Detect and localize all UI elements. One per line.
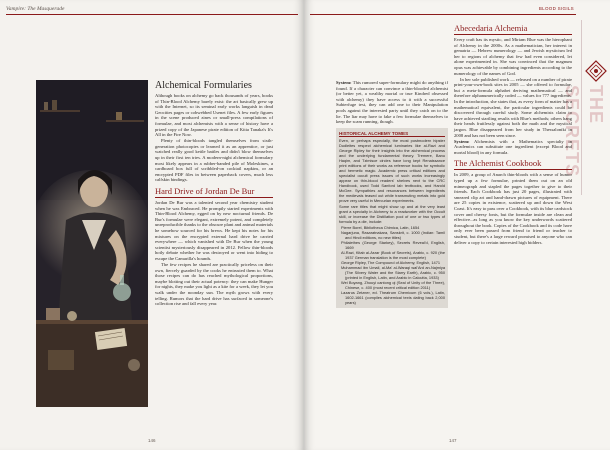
bibliography-item: Pierre Borel, Bibliotheca Chimica, Latin, 1654: [341, 224, 420, 230]
sigil-icon: [585, 60, 607, 82]
vertical-chapter-title: THE SECRETS: [562, 85, 606, 178]
system-label: System:: [454, 138, 470, 144]
running-head-right: BLOOD SIGILS: [538, 6, 574, 11]
sidebar-intro: Even, or perhaps especially, the most postmodern hipster Dudleites respect alchemical luminaries like al-Razi and George Ripley for their insights into the alchemical process and the underlying fundamental theory. Tremere, Banu Haqim, and Tzimisce circles have long kept Renaissance print editions of their works as reference books for symbolic and hermetic magic. Academic press critical editions and specialist occult press issues of such works increasingly appear on thin-blood readers' shelves next to the CRC Handbook, used Todd Sanford lab textbooks, and Harold McGee. Sympathies and resonances between ingredients the medievals teased out while transmuting metals into gold prove very useful in Mercurian experiments.: [339, 137, 445, 203]
left-page: [0, 0, 304, 450]
system-paragraph: [454, 139, 572, 156]
header-rule: [310, 14, 576, 15]
sidebar-title: HISTORICAL ALCHEMY TOMES: [339, 131, 445, 137]
page-number-left: 146: [148, 438, 156, 443]
bibliography-item: George Ripley, The Compound of Alchemy, English, 1471: [341, 259, 441, 265]
illustration-svg: [36, 80, 148, 407]
right-page: [304, 0, 610, 450]
left-column-text: [155, 80, 273, 307]
paragraph: The few recipes he shared are practically priceless on their own, fiercely guarded by the cooks he entrusted them to. What those recipes can do has reached mythological proportions, maybe blotting out their actual potency: they can make Hunger for nights, they make you light as a kite for a week, they let you walk under the noonday sun. The myth grows with every telling. Rumors that the hard drive has surfaced in someone's collection rise and fall every year.: [155, 262, 273, 307]
right-column-2: [454, 20, 572, 246]
system-paragraph: [336, 80, 448, 125]
bibliography-item: Al-Razi, Kitab al-Asrar (Book of Secrets), Arabic, c. 920 (the 1937 German translation is the most complete): [341, 249, 445, 260]
paragraph: Plenty of thin-bloods tangled themselves from sixth-generation photocopies or learned it as an apprentice, or just watched really good kettle battles and didn't blow themselves up in their first ten tries. A modern-night alchemical formulary most likely appears in a rubber-banded pile of Moleskines, a cardboard box full of scribbled-on cocktail napkins, or an encrypted PDF files in between paperback covers, much less calfskin bindings.: [155, 138, 273, 183]
paragraph: In 2009, a group of Anarch thin-bloods with a sense of humor typed up a few formulae, printed them out on an old mimeograph and stapled the pages together to give to their friends. Each Cookbook has just 20 pages, illustrated with smeared clip art and hand-drawn pictures of equipment. There are 25 copies in existence, scattered up and down the West Coast. It's easy to pass over a Cookbook, with its blue cardstock cover and cheesy fonts, but the formulae inside are clean and effective...as long as you know the key underwords scattered throughout the book. Copies of the Cookbook and its code have only ever been passed from friend to friend or teacher to student, but there's a large reward promised to anyone who can deliver a copy to certain interested high bidders.: [454, 172, 572, 245]
bibliography-item: Muhammad ibn Umail, al-Ma' al-Waraqi wal'Ard an-Najmiya (The Silvery Water and the Starry Earth), Arabic, c. 950 (printed in English, Latin, and Arabic in Calcutta, 1933): [341, 264, 445, 280]
system-text: Alchemists with a Mathematics specialty in Academics can substitute one ingredient (except Blood and mortal blood) in any formula.: [454, 138, 572, 155]
paragraph: In her sole published work — released on a number of pirate print-your-own-book sites in 2005 — she offered to formulae, but a meta-formula alphabet deriving mathematical — and therefore alphanumerically coded — values for 777 ingredients. In the introduction, she states that, as every form of matter has a mathematical equivalent, the particular ingredients could be discovered through careful study. Some alchemists claim to have achieved startling results with Blue's methods; others hang their heads fruitlessly against both the math and the mystical jargon. Blue disappeared from her study in Thessaloniki in 2008 and has not been seen since.: [454, 76, 572, 138]
paragraph: Every craft has its mystic, and Miriam Blue was the hierophant of Alchemy in the 2000s. As a mathematician, her interest in gematria — Hebrew numerology — and Jewish mysticism led her to regions of alchemy that few had even considered, let alone experimented in. She was convinced that the magnum opus was achievable by combining ingredients according to the numerology of the names of God.: [454, 37, 572, 76]
system-label: System:: [336, 80, 352, 85]
section-title-abecedaria: Abecedaria Alchemia: [454, 23, 572, 35]
sidebar-historical-tomes: [336, 128, 448, 308]
section-title-alchemist-cookbook: The Alchemist Cookbook: [454, 158, 572, 170]
bibliography-item: Wei Boyang, Zhouyi cantong qi (Seal of Unity of the Three), Chinese, c. 400 (most recent critical edition 2011): [341, 279, 445, 290]
sidebar-intro-2: Some rare titles that might show up and at the very least grant a specialty in Alchemy to a readworker with the Occult skill, or increase the Distillation pool of one or two types of formula by a die, include:: [339, 203, 445, 224]
right-column-1: [336, 80, 448, 308]
running-head-left: Vampire: The Masquerade: [6, 6, 65, 12]
section-title-hard-drive: Hard Drive of Jordan De Bur: [155, 186, 273, 198]
bibliography-item: Nagarjuna, Rasaratnakara, Sanskrit, c. 1000 (Indian: Tamil and Hindi editions, no new titles): [341, 229, 445, 240]
illustration-alchemist: [36, 80, 148, 407]
paragraph: Jordan De Bur was a talented second year chemistry student when he was Embraced. He promptly started experiments with Thin-Blood Alchemy, egged on by new nocturnal friends. De Bur's formulae were elegant, extremely potent, and completely unreproducible thanks to the obscure plant and animal materials he somehow sourced for his brews. He kept his notes for his mixtures on the encrypted external hard drive he carried everywhere — which vanished with De Bur when the young scientist mysteriously disappeared in 2012. Fellow thin-bloods hotly debate whether he was destroyed or went into hiding to escape the Camarilla's hounds.: [155, 200, 273, 261]
bibliography-item: Philalethes (George Starkey), Secrets Reveal'd, English, 1669: [341, 239, 445, 250]
header-rule: [6, 14, 298, 15]
system-text: This rumored super-formulary might do anything if found. If a character can convince a thin-blooded alchemist (or better yet, a wealthy mortal or true Kindred obsessed with alchemy) they have access to it with a successful Subterfuge test, they can add one to their Manipulation pools against the interested party until they catch on to the lie. The liar may have to fake a few formulae themselves to keep the scam running, though.: [336, 80, 448, 125]
page-number-right: 147: [449, 438, 457, 443]
paragraph: Although books on alchemy go back thousands of years, books of Thin-Blood Alchemy barely exist: the art basically grew up with the Internet, so its seminal early works languish in dead Geocities pages or cobwebbed Usenet files. A few early figures in the scene produced zines or small-press compilations of formulae, and most alchemists with a sense of history have a prized copy of the Japanese pirate edition of Kitta Tanaka's It's All in the Fire Now.: [155, 93, 273, 138]
bibliography-item: Lazarus Zetzner, ed. Theatrum Chemicum (6 vols.), Latin, 1602-1661 (compiles alchemical texts dating back 2,000 years): [341, 289, 445, 305]
chapter-tab: [562, 20, 610, 195]
section-title-alchemical-formularies: Alchemical Formularies: [155, 80, 252, 91]
